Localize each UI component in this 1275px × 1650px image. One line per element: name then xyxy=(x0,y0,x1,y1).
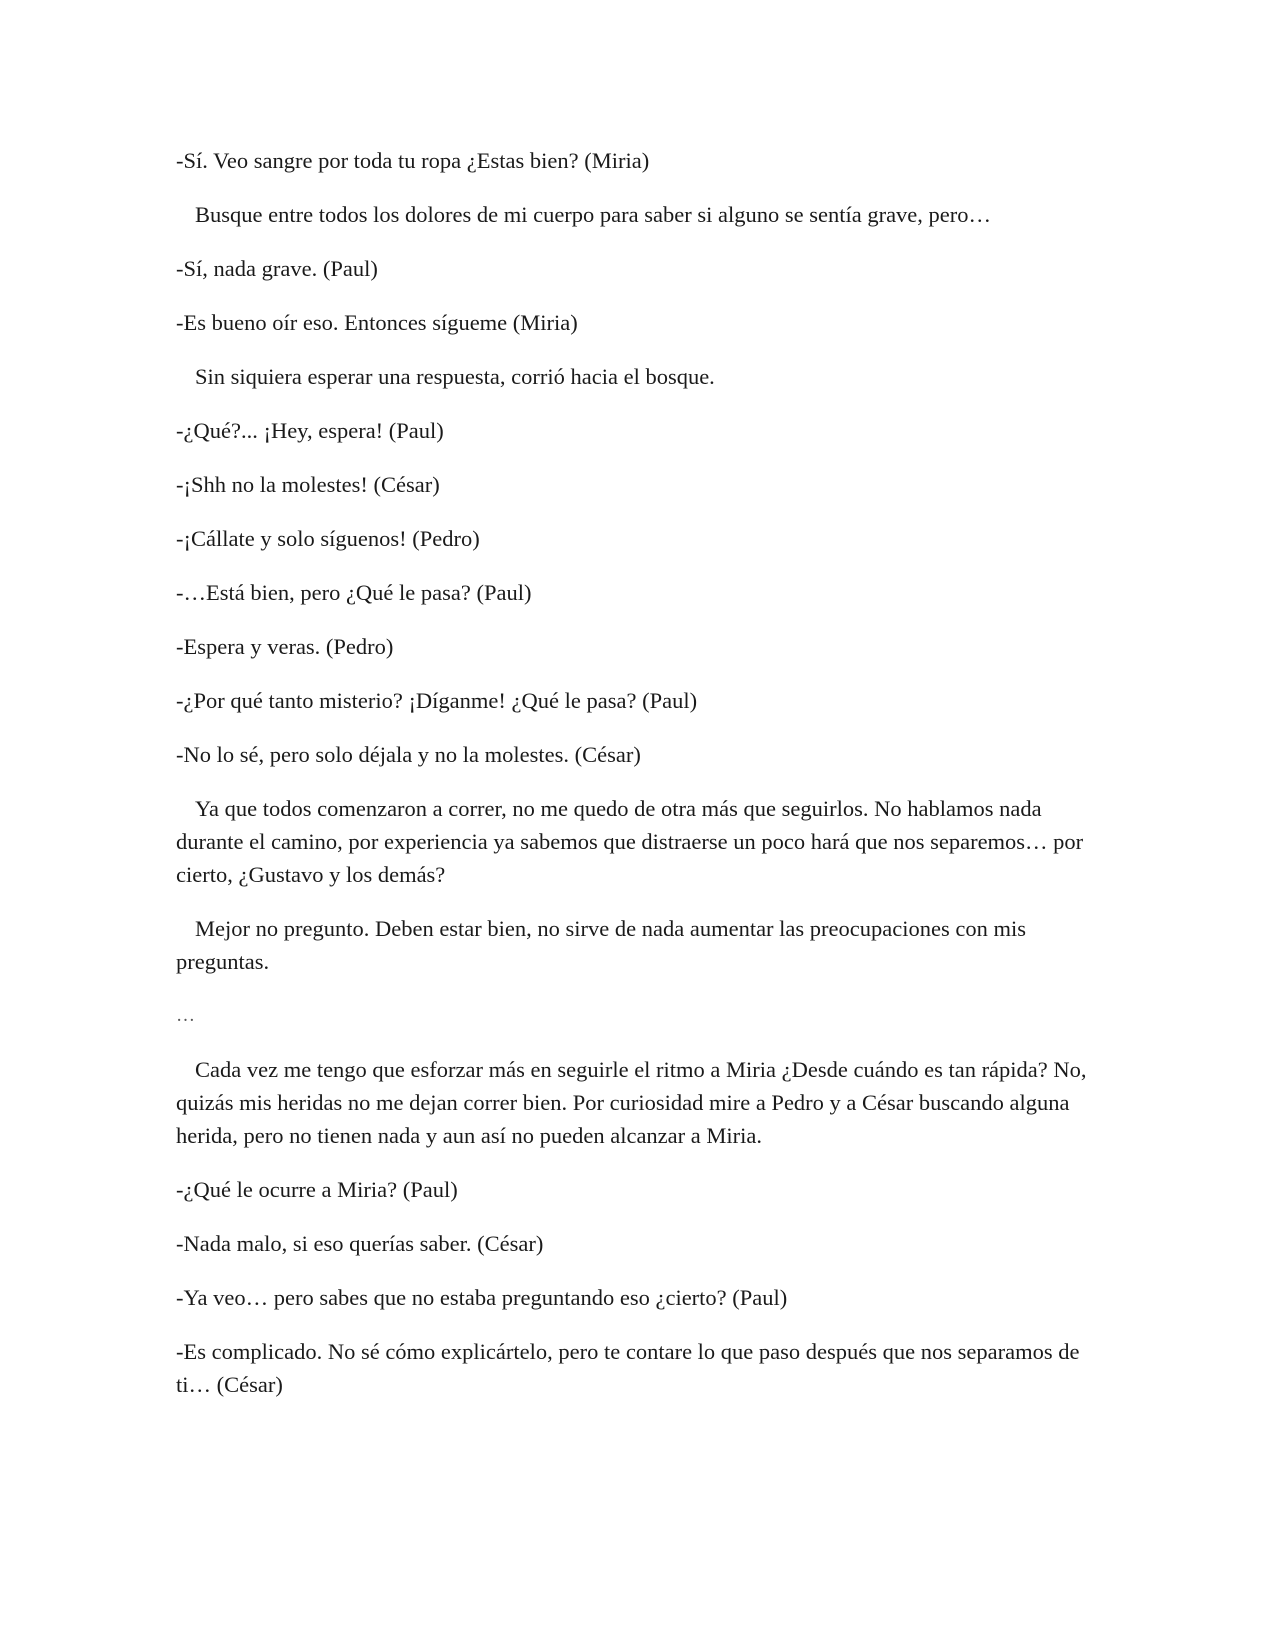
narration-paragraph: Ya que todos comenzaron a correr, no me quedo de otra más que seguirlos. No hablamos nada durante el camino, por experiencia ya sabemos que distraerse un poco hará que nos separemos… por cierto, ¿Gustavo y los demás? xyxy=(176,796,1084,887)
dialogue-line: -Espera y veras. (Pedro) xyxy=(176,634,394,659)
dialogue-line: -Ya veo… pero sabes que no estaba preguntando eso ¿cierto? (Paul) xyxy=(176,1285,788,1310)
narration-paragraph: Mejor no pregunto. Deben estar bien, no sirve de nada aumentar las preocupaciones con mis preguntas. xyxy=(176,916,1026,974)
dialogue-line: -Es complicado. No sé cómo explicártelo, pero te contare lo que paso después que nos separamos de ti… (César) xyxy=(176,1339,1080,1397)
dialogue-line: -¡Shh no la molestes! (César) xyxy=(176,472,440,497)
narration-paragraph: Cada vez me tengo que esforzar más en seguirle el ritmo a Miria ¿Desde cuándo es tan rápida? No, quizás mis heridas no me dejan correr bien. Por curiosidad mire a Pedro y a César buscando alguna herida, pero no tienen nada y aun así no pueden alcanzar a Miria. xyxy=(176,1057,1087,1148)
dialogue-line: -¿Qué?... ¡Hey, espera! (Paul) xyxy=(176,418,444,443)
dialogue-line: -…Está bien, pero ¿Qué le pasa? (Paul) xyxy=(176,580,532,605)
narration-paragraph: Busque entre todos los dolores de mi cuerpo para saber si alguno se sentía grave, pero… xyxy=(195,202,992,227)
dialogue-line: -¡Cállate y solo síguenos! (Pedro) xyxy=(176,526,480,551)
document-body xyxy=(176,144,1101,1422)
scene-break-ellipsis: … xyxy=(176,1005,195,1026)
dialogue-line: -Sí, nada grave. (Paul) xyxy=(176,256,378,281)
narration-paragraph: Sin siquiera esperar una respuesta, corrió hacia el bosque. xyxy=(195,364,715,389)
dialogue-line: -Es bueno oír eso. Entonces sígueme (Miria) xyxy=(176,310,578,335)
dialogue-line: -¿Qué le ocurre a Miria? (Paul) xyxy=(176,1177,458,1202)
dialogue-line: -No lo sé, pero solo déjala y no la molestes. (César) xyxy=(176,742,641,767)
dialogue-line: -Sí. Veo sangre por toda tu ropa ¿Estas bien? (Miria) xyxy=(176,148,650,173)
dialogue-line: -Nada malo, si eso querías saber. (César) xyxy=(176,1231,544,1256)
dialogue-line: -¿Por qué tanto misterio? ¡Díganme! ¿Qué le pasa? (Paul) xyxy=(176,688,698,713)
